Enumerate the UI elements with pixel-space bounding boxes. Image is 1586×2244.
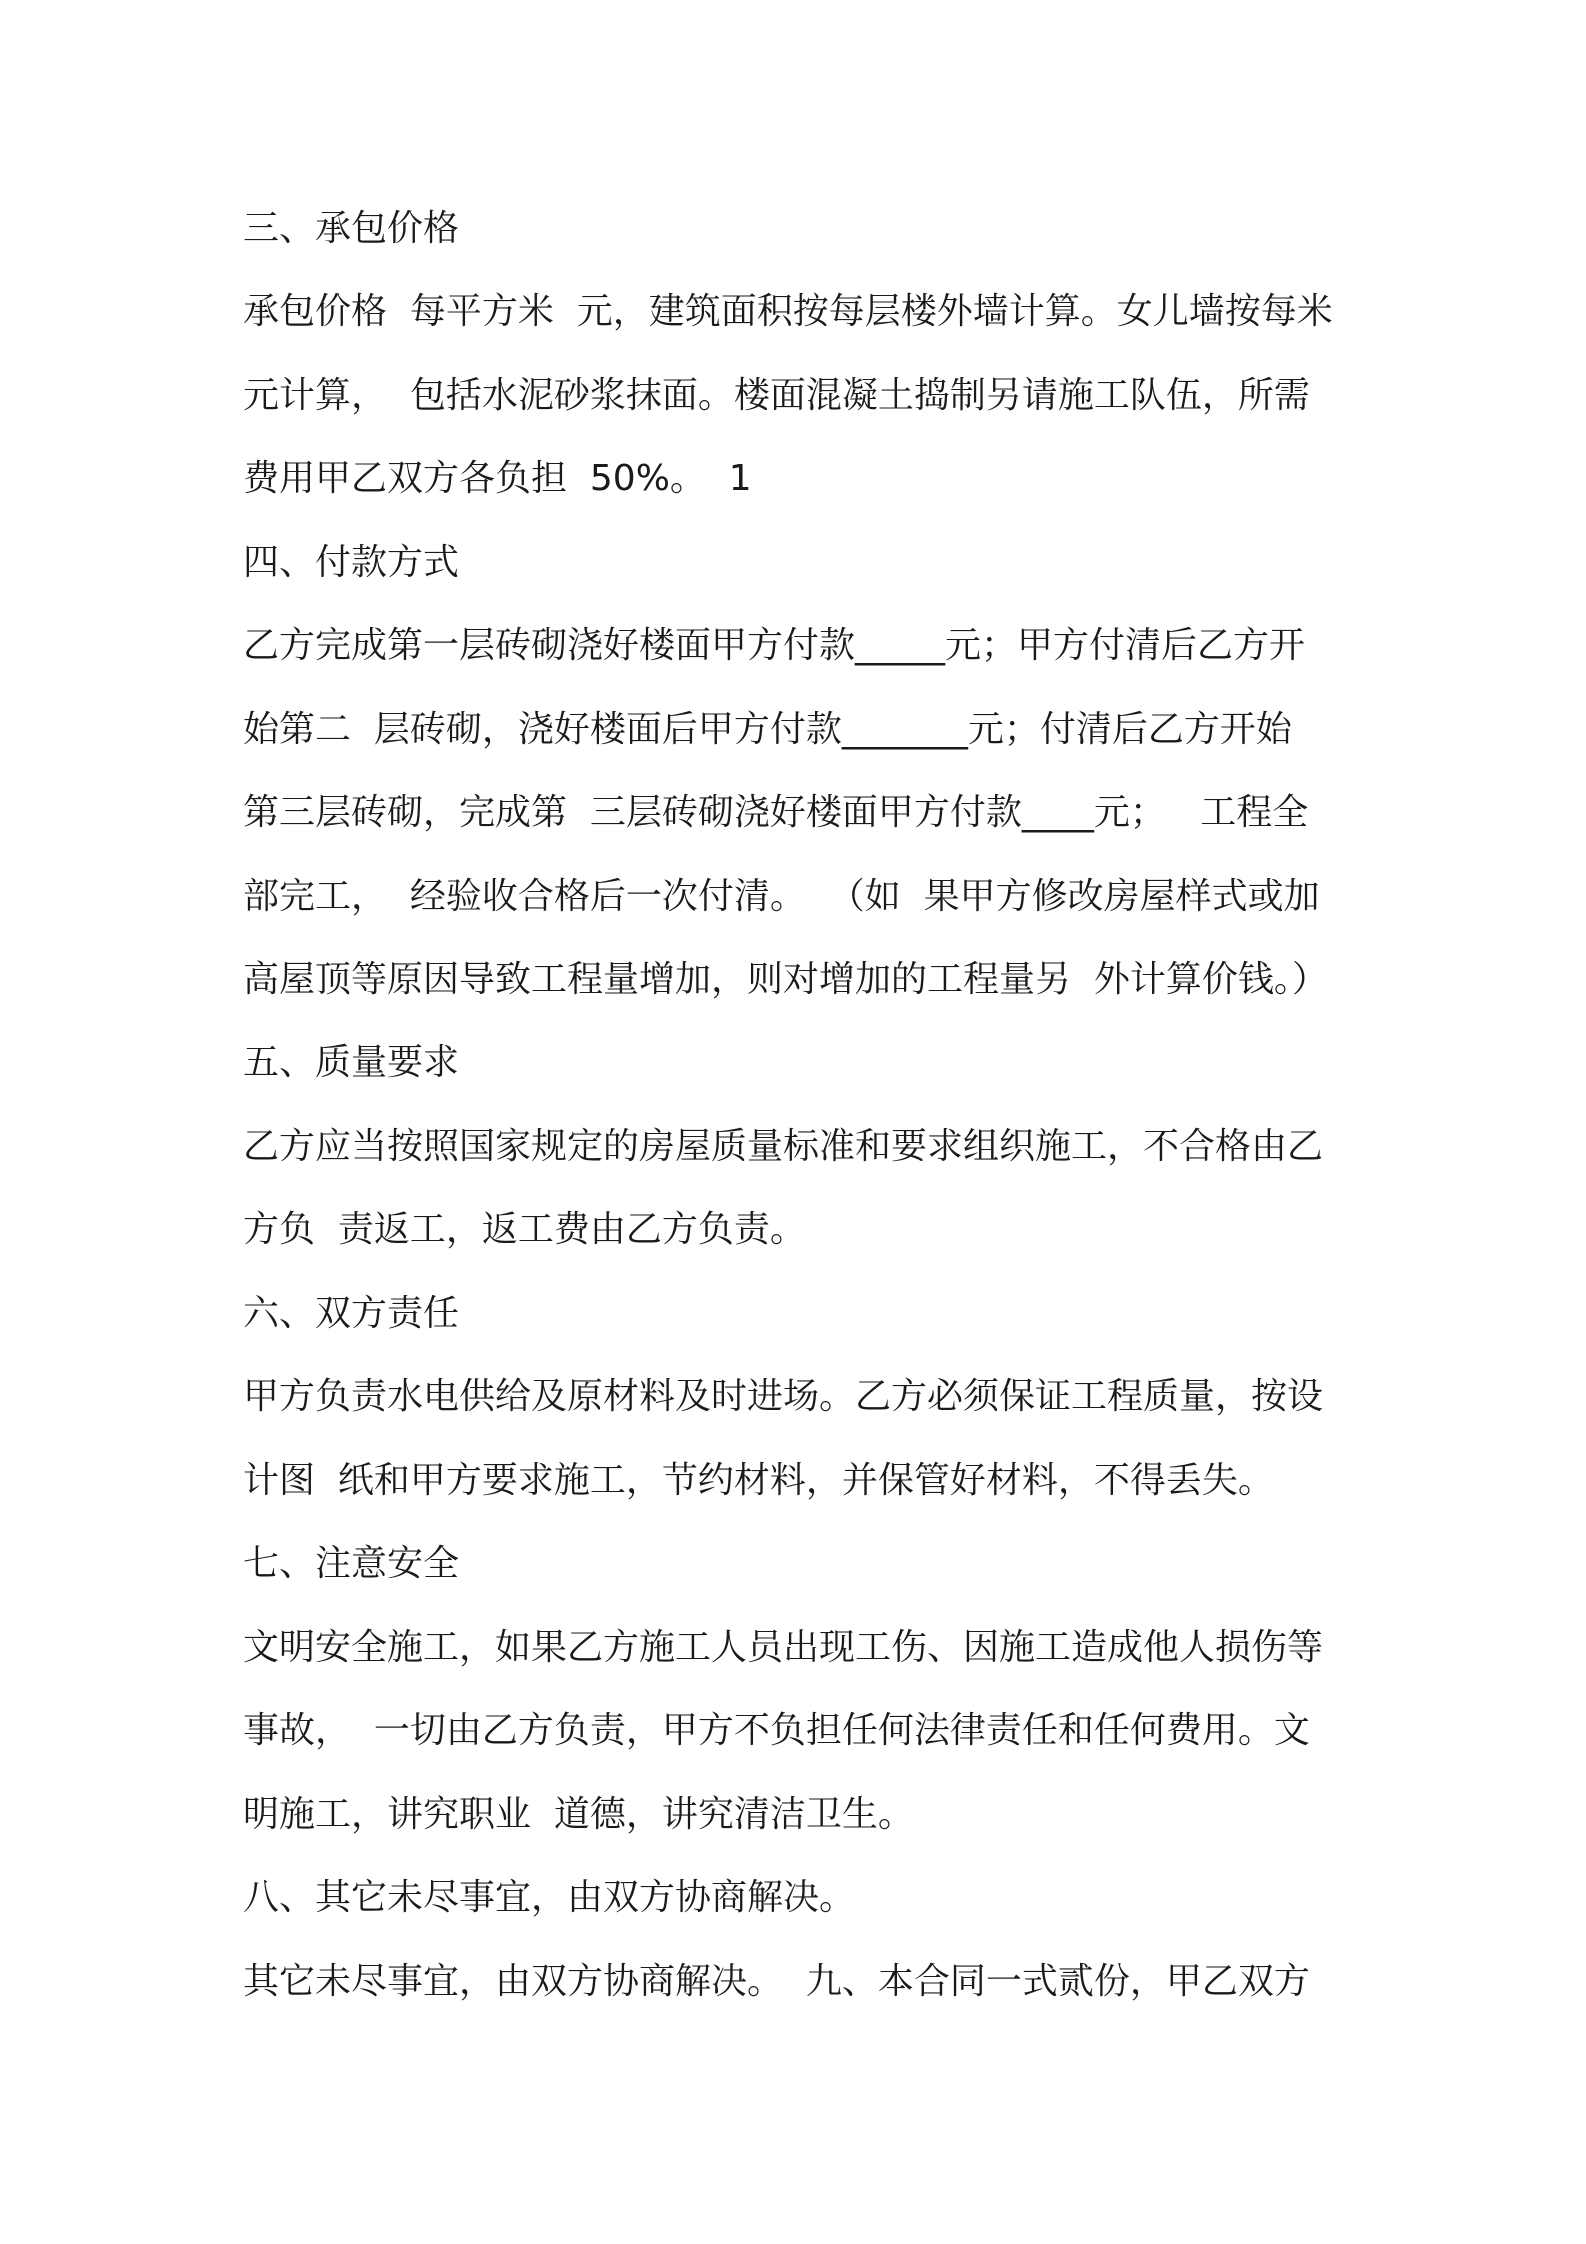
paragraph-line: 明施工，讲究职业 道德，讲究清洁卫生。 xyxy=(243,1794,914,1835)
paragraph-line: 其它未尽事宜，由双方协商解决。 九、本合同一式贰份，甲乙双方 xyxy=(243,1961,1310,2002)
paragraph-line: 事故， 一切由乙方负责，甲方不负担任何法律责任和任何费用。文 xyxy=(243,1710,1310,1751)
paragraph-line: 乙方完成第一层砖砌浇好楼面甲方付款_____元；甲方付清后乙方开 xyxy=(243,625,1306,666)
paragraph-line: 文明安全施工，如果乙方施工人员出现工伤、因施工造成他人损伤等 xyxy=(243,1627,1324,1668)
section-heading-6: 六、双方责任 xyxy=(243,1293,460,1334)
section-heading-5: 五、质量要求 xyxy=(243,1042,460,1083)
paragraph-line: 高屋顶等原因导致工程量增加，则对增加的工程量另 外计算价钱。） xyxy=(243,959,1328,1000)
section-heading-3: 三、承包价格 xyxy=(243,208,460,249)
paragraph-line: 始第二 层砖砌，浇好楼面后甲方付款_______元；付清后乙方开始 xyxy=(243,709,1292,750)
paragraph-line: 方负 责返工，返工费由乙方负责。 xyxy=(243,1209,806,1250)
section-heading-8: 八、其它未尽事宜，由双方协商解决。 xyxy=(243,1877,856,1918)
paragraph-line: 部完工， 经验收合格后一次付清。 （如 果甲方修改房屋样式或加 xyxy=(243,876,1320,917)
paragraph-line: 乙方应当按照国家规定的房屋质量标准和要求组织施工，不合格由乙 xyxy=(243,1126,1324,1167)
paragraph-line: 元计算， 包括水泥砂浆抹面。楼面混凝土捣制另请施工队伍，所需 xyxy=(243,375,1310,416)
paragraph-line: 甲方负责水电供给及原材料及时进场。乙方必须保证工程质量，按设 xyxy=(243,1376,1324,1417)
paragraph-line: 第三层砖砌，完成第 三层砖砌浇好楼面甲方付款____元； 工程全 xyxy=(243,792,1309,833)
paragraph-line: 费用甲乙双方各负担 50%。 1 xyxy=(243,458,752,499)
paragraph-line: 承包价格 每平方米 元，建筑面积按每层楼外墙计算。女儿墙按每米 xyxy=(243,291,1333,332)
section-heading-7: 七、注意安全 xyxy=(243,1543,460,1584)
paragraph-line: 计图 纸和甲方要求施工，节约材料，并保管好材料，不得丢失。 xyxy=(243,1460,1274,1501)
section-heading-4: 四、付款方式 xyxy=(243,542,460,583)
